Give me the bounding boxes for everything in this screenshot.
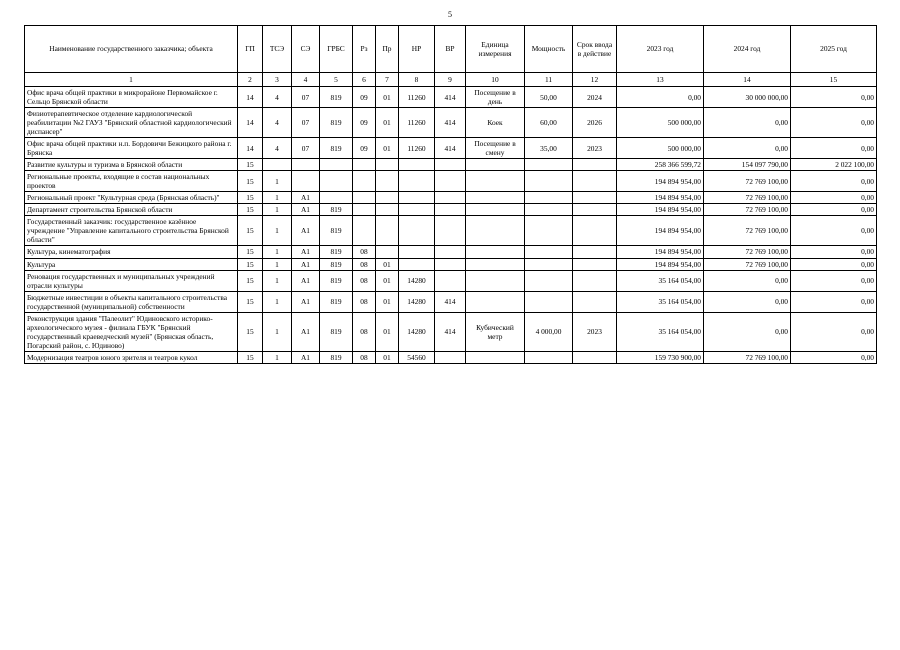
cell-se: А1 <box>292 216 320 246</box>
header-cell-tse: ТСЭ <box>263 26 292 73</box>
cell-nr <box>399 192 435 204</box>
cell-nr: 14280 <box>399 270 435 291</box>
cell-y2025: 0,00 <box>791 258 877 270</box>
cell-term <box>573 159 617 171</box>
cell-rz <box>353 204 376 216</box>
cell-pr: 01 <box>376 312 399 351</box>
cell-tse <box>263 159 292 171</box>
cell-vr <box>435 270 466 291</box>
cell-rz: 09 <box>353 108 376 138</box>
header-cell-pr: Пр <box>376 26 399 73</box>
cell-pr <box>376 192 399 204</box>
cell-rz: 09 <box>353 138 376 159</box>
cell-grbs: 819 <box>320 108 353 138</box>
cell-pr: 01 <box>376 138 399 159</box>
cell-unit: Посещение в день <box>466 87 525 108</box>
table-row <box>25 138 877 159</box>
budget-table <box>24 25 877 364</box>
table-row <box>25 270 877 291</box>
cell-y2024: 72 769 100,00 <box>704 216 791 246</box>
cell-se: 07 <box>292 138 320 159</box>
cell-se: 07 <box>292 87 320 108</box>
colnum-10: 10 <box>466 73 525 87</box>
cell-y2025: 0,00 <box>791 351 877 363</box>
table-row <box>25 108 877 138</box>
cell-unit: Посещение в смену <box>466 138 525 159</box>
cell-object-name: Развитие культуры и туризма в Брянской области <box>25 159 238 171</box>
cell-grbs: 819 <box>320 258 353 270</box>
cell-y2024: 0,00 <box>704 312 791 351</box>
header-cell-grbs: ГРБС <box>320 26 353 73</box>
cell-unit <box>466 171 525 192</box>
cell-rz <box>353 216 376 246</box>
table-row <box>25 87 877 108</box>
cell-pr: 01 <box>376 108 399 138</box>
colnum-4: 4 <box>292 73 320 87</box>
cell-object-name: Офис врача общей практики в микрорайоне Первомайское г. Сельцо Брянской области <box>25 87 238 108</box>
cell-unit <box>466 270 525 291</box>
cell-grbs: 819 <box>320 138 353 159</box>
cell-nr <box>399 159 435 171</box>
cell-y2024: 72 769 100,00 <box>704 171 791 192</box>
cell-y2023: 500 000,00 <box>617 108 704 138</box>
cell-object-name: Региональные проекты, входящие в состав национальных проектов <box>25 171 238 192</box>
table-row <box>25 246 877 258</box>
cell-gp: 15 <box>238 246 263 258</box>
cell-se: А1 <box>292 351 320 363</box>
cell-grbs: 819 <box>320 270 353 291</box>
cell-y2025: 2 022 100,00 <box>791 159 877 171</box>
cell-y2024: 72 769 100,00 <box>704 204 791 216</box>
cell-power: 4 000,00 <box>525 312 573 351</box>
colnum-6: 6 <box>353 73 376 87</box>
cell-tse: 4 <box>263 87 292 108</box>
table-row <box>25 351 877 363</box>
cell-y2023: 35 164 054,00 <box>617 270 704 291</box>
cell-grbs: 819 <box>320 204 353 216</box>
cell-pr <box>376 159 399 171</box>
cell-rz: 08 <box>353 312 376 351</box>
cell-grbs: 819 <box>320 351 353 363</box>
header-cell-year-2023: 2023 год <box>617 26 704 73</box>
cell-vr <box>435 258 466 270</box>
colnum-7: 7 <box>376 73 399 87</box>
header-cell-gp: ГП <box>238 26 263 73</box>
cell-tse: 1 <box>263 270 292 291</box>
cell-power: 50,00 <box>525 87 573 108</box>
cell-se <box>292 159 320 171</box>
cell-se: А1 <box>292 204 320 216</box>
cell-gp: 15 <box>238 351 263 363</box>
cell-y2024: 0,00 <box>704 270 791 291</box>
page-number: 5 <box>448 10 452 19</box>
cell-rz: 08 <box>353 258 376 270</box>
cell-object-name: Государственный заказчик: государственное казённое учреждение "Управление капитального строительства Брянской области" <box>25 216 238 246</box>
cell-se: А1 <box>292 192 320 204</box>
cell-gp: 14 <box>238 108 263 138</box>
cell-object-name: Культура <box>25 258 238 270</box>
cell-y2025: 0,00 <box>791 216 877 246</box>
cell-tse: 1 <box>263 351 292 363</box>
cell-y2024: 154 097 790,00 <box>704 159 791 171</box>
cell-y2025: 0,00 <box>791 246 877 258</box>
cell-power <box>525 159 573 171</box>
cell-tse: 4 <box>263 108 292 138</box>
cell-unit <box>466 216 525 246</box>
cell-se: А1 <box>292 291 320 312</box>
cell-vr: 414 <box>435 138 466 159</box>
table-header <box>25 26 877 87</box>
header-cell-year-2024: 2024 год <box>704 26 791 73</box>
cell-nr: 14280 <box>399 291 435 312</box>
table-row <box>25 192 877 204</box>
cell-grbs: 819 <box>320 216 353 246</box>
header-cell-vr: ВР <box>435 26 466 73</box>
cell-object-name: Реновация государственных и муниципальных учреждений отрасли культуры <box>25 270 238 291</box>
column-number-row <box>25 73 877 87</box>
cell-y2023: 194 894 954,00 <box>617 204 704 216</box>
cell-y2023: 194 894 954,00 <box>617 192 704 204</box>
cell-pr: 01 <box>376 270 399 291</box>
cell-gp: 15 <box>238 270 263 291</box>
cell-y2025: 0,00 <box>791 108 877 138</box>
cell-power <box>525 246 573 258</box>
cell-term <box>573 291 617 312</box>
cell-object-name: Модернизация театров юного зрителя и театров кукол <box>25 351 238 363</box>
cell-tse: 1 <box>263 258 292 270</box>
header-cell-rz: Рз <box>353 26 376 73</box>
header-cell-se: СЭ <box>292 26 320 73</box>
cell-y2023: 35 164 054,00 <box>617 312 704 351</box>
cell-term <box>573 216 617 246</box>
cell-rz: 08 <box>353 270 376 291</box>
cell-y2024: 72 769 100,00 <box>704 258 791 270</box>
cell-gp: 14 <box>238 87 263 108</box>
cell-tse: 1 <box>263 246 292 258</box>
cell-grbs: 819 <box>320 312 353 351</box>
table-row <box>25 171 877 192</box>
table-row <box>25 216 877 246</box>
cell-object-name: Департамент строительства Брянской области <box>25 204 238 216</box>
cell-se: А1 <box>292 270 320 291</box>
cell-tse: 1 <box>263 192 292 204</box>
cell-power <box>525 216 573 246</box>
cell-vr <box>435 246 466 258</box>
cell-se: А1 <box>292 258 320 270</box>
cell-nr <box>399 258 435 270</box>
cell-vr: 414 <box>435 312 466 351</box>
cell-term <box>573 351 617 363</box>
colnum-14: 14 <box>704 73 791 87</box>
table-row <box>25 312 877 351</box>
cell-unit <box>466 291 525 312</box>
cell-nr <box>399 246 435 258</box>
cell-pr <box>376 171 399 192</box>
cell-rz: 09 <box>353 87 376 108</box>
cell-term <box>573 192 617 204</box>
cell-y2025: 0,00 <box>791 192 877 204</box>
cell-nr <box>399 216 435 246</box>
cell-y2023: 194 894 954,00 <box>617 246 704 258</box>
cell-object-name: Офис врача общей практики н.п. Бордовичи Бежицкого района г. Брянска <box>25 138 238 159</box>
cell-vr <box>435 171 466 192</box>
cell-rz <box>353 159 376 171</box>
cell-term: 2023 <box>573 138 617 159</box>
header-cell-term: Срок ввода в действие <box>573 26 617 73</box>
colnum-13: 13 <box>617 73 704 87</box>
cell-vr: 414 <box>435 291 466 312</box>
colnum-3: 3 <box>263 73 292 87</box>
cell-pr <box>376 204 399 216</box>
cell-vr <box>435 216 466 246</box>
header-row <box>25 26 877 73</box>
cell-rz: 08 <box>353 351 376 363</box>
cell-unit <box>466 192 525 204</box>
cell-unit: Коек <box>466 108 525 138</box>
cell-gp: 15 <box>238 171 263 192</box>
cell-grbs <box>320 192 353 204</box>
cell-tse: 1 <box>263 216 292 246</box>
cell-tse: 1 <box>263 312 292 351</box>
cell-y2025: 0,00 <box>791 312 877 351</box>
cell-y2023: 500 000,00 <box>617 138 704 159</box>
cell-y2025: 0,00 <box>791 204 877 216</box>
cell-unit <box>466 258 525 270</box>
cell-object-name: Региональный проект "Культурная среда (Брянская область)" <box>25 192 238 204</box>
cell-se: А1 <box>292 246 320 258</box>
table-body <box>25 87 877 364</box>
cell-term <box>573 270 617 291</box>
header-cell-power: Мощность <box>525 26 573 73</box>
cell-gp: 15 <box>238 291 263 312</box>
cell-tse: 1 <box>263 291 292 312</box>
cell-pr: 01 <box>376 291 399 312</box>
cell-vr <box>435 351 466 363</box>
cell-unit <box>466 351 525 363</box>
table-row <box>25 159 877 171</box>
cell-object-name: Реконструкция здания "Палеолит" Юдиновского историко-археологического музея - филиала ГБУК "Брянский государственный краеведческий музей" (Брянская область, Погарский район, с. Юдиново) <box>25 312 238 351</box>
cell-y2023: 194 894 954,00 <box>617 216 704 246</box>
cell-term <box>573 246 617 258</box>
cell-pr: 01 <box>376 351 399 363</box>
cell-power <box>525 270 573 291</box>
cell-tse: 1 <box>263 204 292 216</box>
cell-gp: 15 <box>238 159 263 171</box>
cell-object-name: Физиотерапевтическое отделение кардиологической реабилитации №2 ГАУЗ "Брянский областной кардиологический диспансер" <box>25 108 238 138</box>
colnum-11: 11 <box>525 73 573 87</box>
cell-y2025: 0,00 <box>791 291 877 312</box>
header-cell-year-2025: 2025 год <box>791 26 877 73</box>
cell-gp: 15 <box>238 258 263 270</box>
cell-y2025: 0,00 <box>791 138 877 159</box>
cell-grbs: 819 <box>320 291 353 312</box>
cell-y2023: 0,00 <box>617 87 704 108</box>
cell-y2024: 0,00 <box>704 138 791 159</box>
cell-object-name: Бюджетные инвестиции в объекты капитального строительства государственной (муниципальной) собственности <box>25 291 238 312</box>
table-row <box>25 204 877 216</box>
document-page <box>0 10 900 650</box>
cell-nr: 11260 <box>399 138 435 159</box>
cell-rz: 08 <box>353 246 376 258</box>
cell-term: 2026 <box>573 108 617 138</box>
cell-tse: 4 <box>263 138 292 159</box>
colnum-2: 2 <box>238 73 263 87</box>
cell-pr <box>376 216 399 246</box>
cell-power <box>525 192 573 204</box>
colnum-9: 9 <box>435 73 466 87</box>
table-row <box>25 291 877 312</box>
cell-y2023: 194 894 954,00 <box>617 171 704 192</box>
cell-unit <box>466 159 525 171</box>
cell-power <box>525 258 573 270</box>
cell-se: 07 <box>292 108 320 138</box>
cell-y2024: 0,00 <box>704 291 791 312</box>
cell-term <box>573 258 617 270</box>
header-cell-name: Наименование государственного заказчика; объекта <box>25 26 238 73</box>
cell-rz <box>353 192 376 204</box>
cell-rz <box>353 171 376 192</box>
cell-nr <box>399 171 435 192</box>
cell-gp: 14 <box>238 138 263 159</box>
cell-y2023: 258 366 599,72 <box>617 159 704 171</box>
cell-power <box>525 171 573 192</box>
cell-y2023: 35 164 054,00 <box>617 291 704 312</box>
header-cell-unit: Единица измерения <box>466 26 525 73</box>
cell-pr: 01 <box>376 87 399 108</box>
cell-grbs <box>320 159 353 171</box>
cell-gp: 15 <box>238 204 263 216</box>
cell-unit <box>466 246 525 258</box>
cell-y2024: 72 769 100,00 <box>704 192 791 204</box>
cell-vr: 414 <box>435 108 466 138</box>
cell-power: 60,00 <box>525 108 573 138</box>
cell-vr: 414 <box>435 87 466 108</box>
cell-y2024: 72 769 100,00 <box>704 246 791 258</box>
cell-vr <box>435 192 466 204</box>
cell-nr <box>399 204 435 216</box>
cell-term <box>573 204 617 216</box>
cell-power: 35,00 <box>525 138 573 159</box>
cell-pr: 01 <box>376 258 399 270</box>
table-row <box>25 258 877 270</box>
cell-grbs: 819 <box>320 87 353 108</box>
colnum-15: 15 <box>791 73 877 87</box>
cell-power <box>525 351 573 363</box>
colnum-12: 12 <box>573 73 617 87</box>
cell-unit: Кубический метр <box>466 312 525 351</box>
cell-se: А1 <box>292 312 320 351</box>
cell-y2023: 159 730 900,00 <box>617 351 704 363</box>
cell-term: 2023 <box>573 312 617 351</box>
cell-se <box>292 171 320 192</box>
cell-grbs <box>320 171 353 192</box>
cell-power <box>525 291 573 312</box>
colnum-8: 8 <box>399 73 435 87</box>
cell-term: 2024 <box>573 87 617 108</box>
cell-object-name: Культура, кинематография <box>25 246 238 258</box>
cell-nr: 11260 <box>399 108 435 138</box>
colnum-5: 5 <box>320 73 353 87</box>
colnum-1: 1 <box>25 73 238 87</box>
cell-y2025: 0,00 <box>791 171 877 192</box>
cell-gp: 15 <box>238 192 263 204</box>
cell-term <box>573 171 617 192</box>
cell-vr <box>435 159 466 171</box>
cell-y2025: 0,00 <box>791 270 877 291</box>
cell-vr <box>435 204 466 216</box>
cell-y2024: 30 000 000,00 <box>704 87 791 108</box>
cell-gp: 15 <box>238 312 263 351</box>
cell-y2024: 0,00 <box>704 108 791 138</box>
cell-y2025: 0,00 <box>791 87 877 108</box>
cell-y2024: 72 769 100,00 <box>704 351 791 363</box>
cell-y2023: 194 894 954,00 <box>617 258 704 270</box>
cell-unit <box>466 204 525 216</box>
cell-power <box>525 204 573 216</box>
cell-rz: 08 <box>353 291 376 312</box>
cell-nr: 11260 <box>399 87 435 108</box>
table-container <box>24 25 876 364</box>
header-cell-nr: НР <box>399 26 435 73</box>
cell-gp: 15 <box>238 216 263 246</box>
cell-grbs: 819 <box>320 246 353 258</box>
cell-pr <box>376 246 399 258</box>
cell-tse: 1 <box>263 171 292 192</box>
cell-nr: 54560 <box>399 351 435 363</box>
cell-nr: 14280 <box>399 312 435 351</box>
